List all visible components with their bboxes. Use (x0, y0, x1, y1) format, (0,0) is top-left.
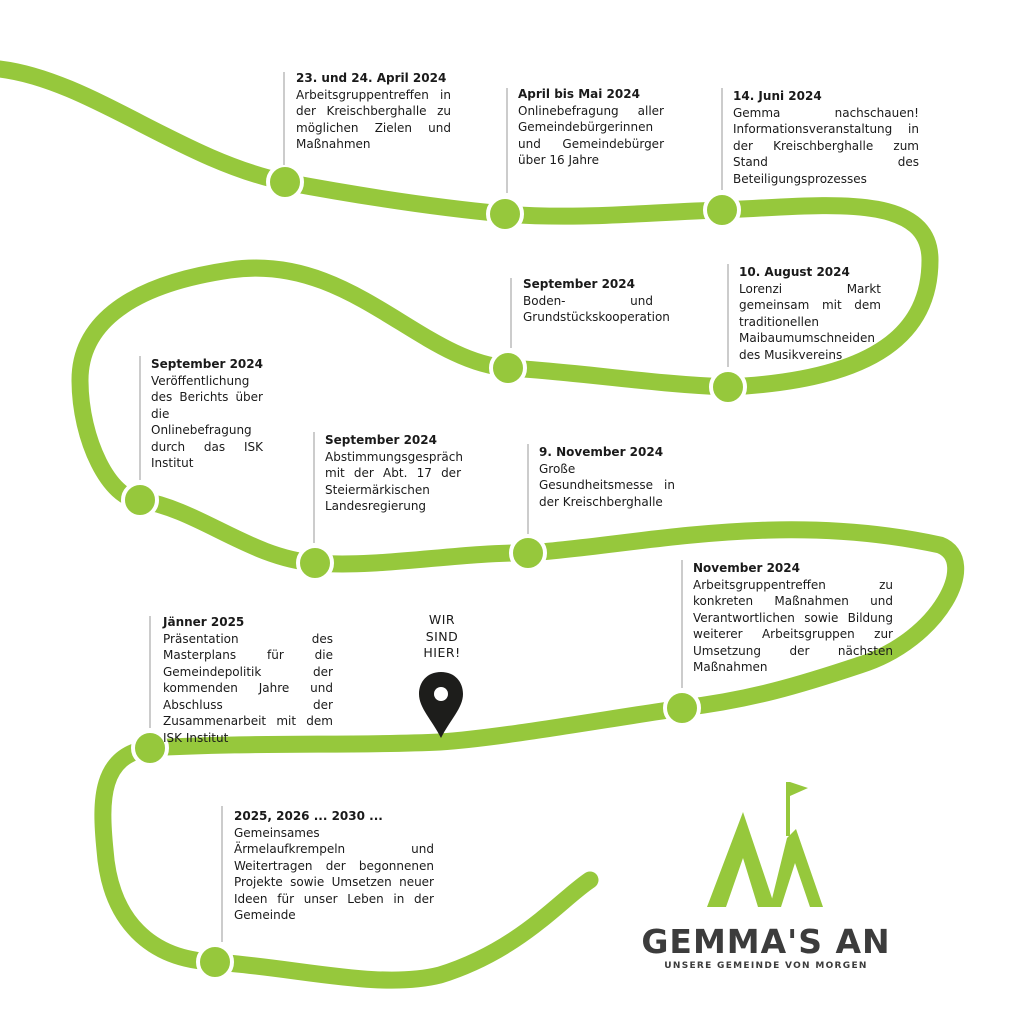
event-9 (693, 560, 893, 676)
stop-3[interactable] (705, 193, 739, 227)
logo-name: GEMMA'S AN (641, 922, 891, 961)
event-11 (234, 808, 434, 924)
location-pin-icon (419, 672, 463, 738)
logo-tagline: UNSERE GEMEINDE VON MORGEN (664, 961, 868, 971)
stop-11[interactable] (198, 945, 232, 979)
event-date: April bis Mai 2024 (518, 87, 640, 101)
event-text: Arbeitsgruppentreffen in der Kreischberghalle zu möglichen Zielen und Maßnahmen (296, 87, 451, 151)
stop-4[interactable] (491, 351, 525, 385)
event-10 (163, 614, 333, 746)
event-2 (518, 86, 664, 169)
event-text: Präsentation des Masterplans für die Gemeindepolitik der kommenden Jahre und Abschluss der Zusammenarbeit mit dem ISK Institut (163, 631, 333, 745)
event-7 (325, 432, 461, 515)
event-date: 9. November 2024 (539, 445, 664, 459)
event-text: Lorenzi Markt gemeinsam mit dem traditionellen Maibaumumschneiden des Musikvereins (739, 281, 881, 362)
stop-9[interactable] (665, 691, 699, 725)
stop-7[interactable] (298, 546, 332, 580)
event-date: 2025, 2026 ... 2030 ... (234, 809, 383, 823)
stop-10[interactable] (133, 731, 167, 765)
event-text: Onlinebefragung aller Gemeindebürgerinnen und Gemeindebürger über 16 Jahre (518, 103, 664, 167)
event-1 (296, 70, 451, 153)
stop-6[interactable] (123, 483, 157, 517)
stop-8[interactable] (511, 536, 545, 570)
event-date: Jänner 2025 (163, 615, 245, 629)
stop-1[interactable] (268, 165, 302, 199)
event-4 (523, 276, 670, 326)
event-text: Große Gesundheitsmesse in der Kreischberghalle (539, 461, 675, 509)
tent-with-flag-icon (707, 782, 823, 907)
stop-2[interactable] (488, 197, 522, 231)
event-text: Arbeitsgruppentreffen zu konkreten Maßnahmen und Verantwortlichen sowie Bildung weiterer Arbeitsgruppen zur Umsetzung der nächsten Maßnahmen (693, 577, 893, 674)
event-date: September 2024 (523, 277, 635, 291)
event-date: 10. August 2024 (739, 265, 850, 279)
event-text: Gemeinsames Ärmelaufkrempeln und Weitertragen der begonnenen Projekte sowie Umsetzen neuer Ideen für unser Leben in der Gemeinde (234, 825, 434, 922)
event-3 (733, 88, 919, 187)
event-text: Abstimmungsgespräch mit der Abt. 17 der Steiermärkischen Landesregierung (325, 449, 463, 513)
event-text: Veröffentlichung des Berichts über die Onlinebefragung durch das ISK Institut (151, 373, 263, 470)
event-text: Gemma nachschauen! Informationsveranstaltung in der Kreischberghalle zum Stand des Beteiligungsprozesses (733, 105, 919, 186)
event-date: September 2024 (325, 433, 437, 447)
event-date: 23. und 24. April 2024 (296, 71, 447, 85)
stop-5[interactable] (711, 370, 745, 404)
event-date: 14. Juni 2024 (733, 89, 822, 103)
event-8 (539, 444, 675, 510)
event-6 (151, 356, 263, 472)
road-path (0, 69, 956, 980)
event-text: Boden- und Grundstückskooperation (523, 293, 670, 324)
event-date: November 2024 (693, 561, 800, 575)
event-5 (739, 264, 881, 363)
event-date: September 2024 (151, 357, 263, 371)
you-are-here-label: WIR SIND HIER! (423, 612, 461, 660)
